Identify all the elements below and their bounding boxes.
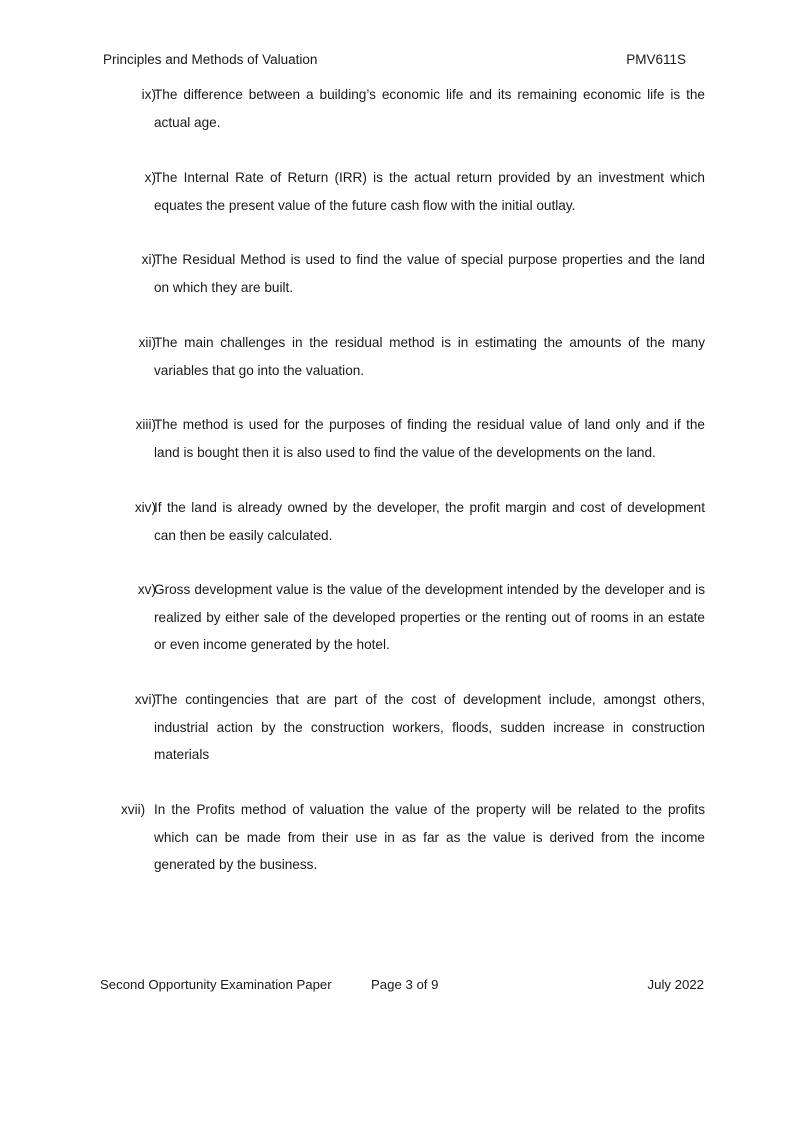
statement-xiii	[118, 411, 705, 466]
course-title: Principles and Methods of Valuation	[103, 52, 318, 67]
statement-text: The main challenges in the residual method is in estimating the amounts of the many variables that go into the valuation.	[154, 335, 705, 378]
statement-number: xi)	[141, 252, 156, 267]
course-code: PMV611S	[626, 52, 686, 67]
statement-xvii	[118, 796, 705, 879]
statement-x	[118, 164, 705, 219]
statement-ix	[118, 81, 705, 136]
statement-text: The Residual Method is used to find the value of special purpose properties and the land on which they are built.	[154, 252, 705, 295]
statement-number: xiv)	[134, 500, 156, 515]
statement-number: ix)	[141, 87, 156, 102]
statement-text: The contingencies that are part of the cost of development include, amongst others, industrial action by the construction workers, floods, sudden increase in construction materials	[154, 692, 705, 762]
statement-text: The method is used for the purposes of finding the residual value of land only and if the land is bought then it is also used to find the value of the developments on the land.	[154, 417, 705, 460]
exam-date: July 2022	[647, 977, 704, 992]
statement-number: xv)	[137, 582, 156, 597]
statement-number: xvi)	[134, 692, 156, 707]
statement-text: If the land is already owned by the developer, the profit margin and cost of development can then be easily calculated.	[154, 500, 705, 543]
statement-number: xiii)	[135, 417, 156, 432]
statement-xv	[118, 576, 705, 659]
page-header	[103, 52, 686, 70]
statement-xvi	[118, 686, 705, 769]
statement-text: In the Profits method of valuation the value of the property will be related to the profits which can be made from their use in as far as the value is derived from the income generated by the business.	[154, 802, 705, 872]
statement-xii	[118, 329, 705, 384]
statement-text: The Internal Rate of Return (IRR) is the actual return provided by an investment which equates the present value of the future cash flow with the initial outlay.	[154, 170, 705, 213]
page-number: Page 3 of 9	[371, 977, 439, 992]
page-footer	[100, 977, 704, 995]
statement-xi	[118, 246, 705, 301]
statement-xiv	[118, 494, 705, 549]
statement-text: The difference between a building’s economic life and its remaining economic life is the actual age.	[154, 87, 705, 130]
paper-type: Second Opportunity Examination Paper	[100, 977, 332, 992]
statement-number: xii)	[138, 335, 156, 350]
statement-text: Gross development value is the value of the development intended by the developer and is realized by either sale of the developed properties or the renting out of rooms in an estate or even income generated by the hotel.	[154, 582, 705, 652]
statement-number: xvii)	[121, 802, 146, 817]
statement-number: x)	[144, 170, 156, 185]
